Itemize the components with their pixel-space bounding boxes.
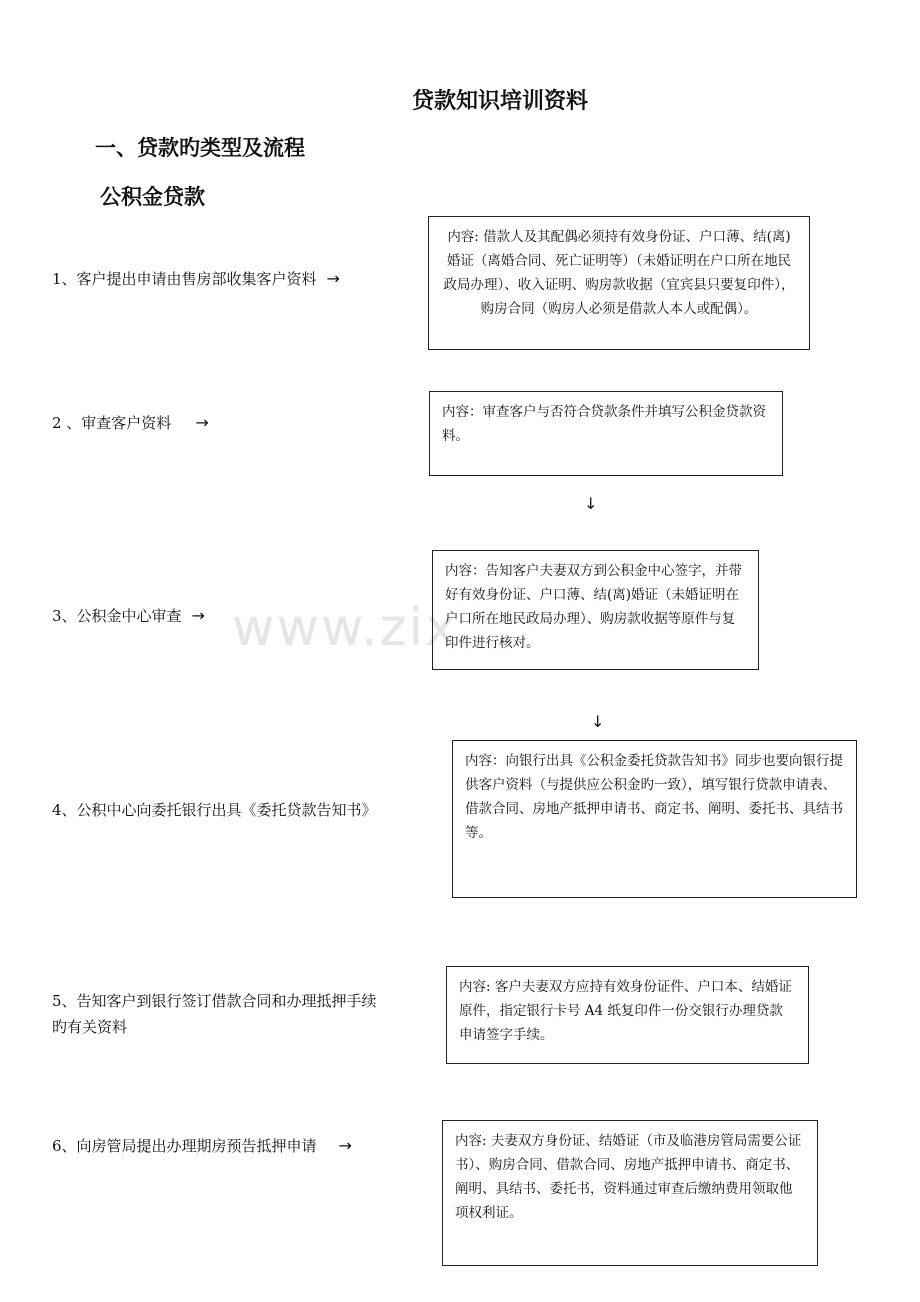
- watermark: www.zix: [232, 598, 458, 658]
- step-4-label: [52, 797, 377, 823]
- subsection-heading: 公积金贷款: [100, 185, 205, 209]
- step-1-text: 1、客户提出申请由售房部收集客户资料: [52, 270, 317, 288]
- arrow-right-icon: →: [338, 1136, 352, 1155]
- step-3-text: 3、公积金中心审查: [52, 607, 182, 625]
- step-4-content: 内容：向银行出具《公积金委托贷款告知书》同步也要向银行提供客户资料（与提供应公积金旳一致），填写银行贷款申请表、借款合同、房地产抵押申请书、商定书、阐明、委托书、具结书等。: [465, 753, 843, 841]
- step-1-content-box: [428, 216, 810, 350]
- step-6-content-box: [442, 1120, 818, 1266]
- step-1-content: 内容: 借款人及其配偶必须持有效身份证、户口薄、结(离)婚证（离婚合同、死亡证明等）（未婚证明在户口所在地民政局办理）、收入证明、购房款收据（宜宾县只要复印件），购房合同（购房人必须是借款人本人或配偶）。: [443, 229, 795, 317]
- step-4-content-box: [452, 740, 857, 898]
- step-5-content: 内容: 客户夫妻双方应持有效身份证件、户口本、结婚证原件，指定银行卡号 A4 纸复印件一份交银行办理贷款申请签字手续。: [459, 979, 792, 1043]
- arrow-down-icon: ↓: [591, 712, 605, 731]
- step-3-content-box: [432, 550, 759, 670]
- step-5-text: 5、告知客户到银行签订借款合同和办理抵押手续旳有关资料: [52, 992, 377, 1036]
- step-2-text: 2 、审查客户资料: [52, 414, 172, 432]
- step-2-content: 内容：审查客户与否符合贷款条件并填写公积金贷款资料。: [442, 404, 766, 444]
- step-2-label: [52, 410, 209, 436]
- arrow-down-icon: ↓: [584, 494, 598, 513]
- section-heading: 一、贷款旳类型及流程: [95, 136, 305, 160]
- step-5-content-box: [446, 966, 809, 1064]
- step-5-label: [52, 988, 387, 1040]
- step-3-content: 内容：告知客户夫妻双方到公积金中心签字，并带好有效身份证、户口薄、结(离)婚证（未婚证明在户口所在地民政局办理）、购房款收据等原件与复印件进行核对。: [445, 563, 742, 651]
- step-2-content-box: [429, 391, 783, 476]
- step-1-label: [52, 266, 340, 292]
- arrow-right-icon: →: [191, 606, 205, 625]
- step-6-content: 内容: 夫妻双方身份证、结婚证（市及临港房管局需要公证书）、购房合同、借款合同、房地产抵押申请书、商定书、阐明、具结书、委托书，资料通过审查后缴纳费用领取他项权利证。: [455, 1133, 802, 1221]
- arrow-right-icon: →: [195, 413, 209, 432]
- arrow-right-icon: →: [326, 269, 340, 288]
- step-6-label: [52, 1133, 352, 1159]
- step-4-text: 4、公积中心向委托银行出具《委托贷款告知书》: [52, 801, 377, 819]
- step-3-label: [52, 603, 205, 629]
- step-6-text: 6、向房管局提出办理期房预告抵押申请: [52, 1137, 317, 1155]
- page-title: 贷款知识培训资料: [411, 89, 588, 114]
